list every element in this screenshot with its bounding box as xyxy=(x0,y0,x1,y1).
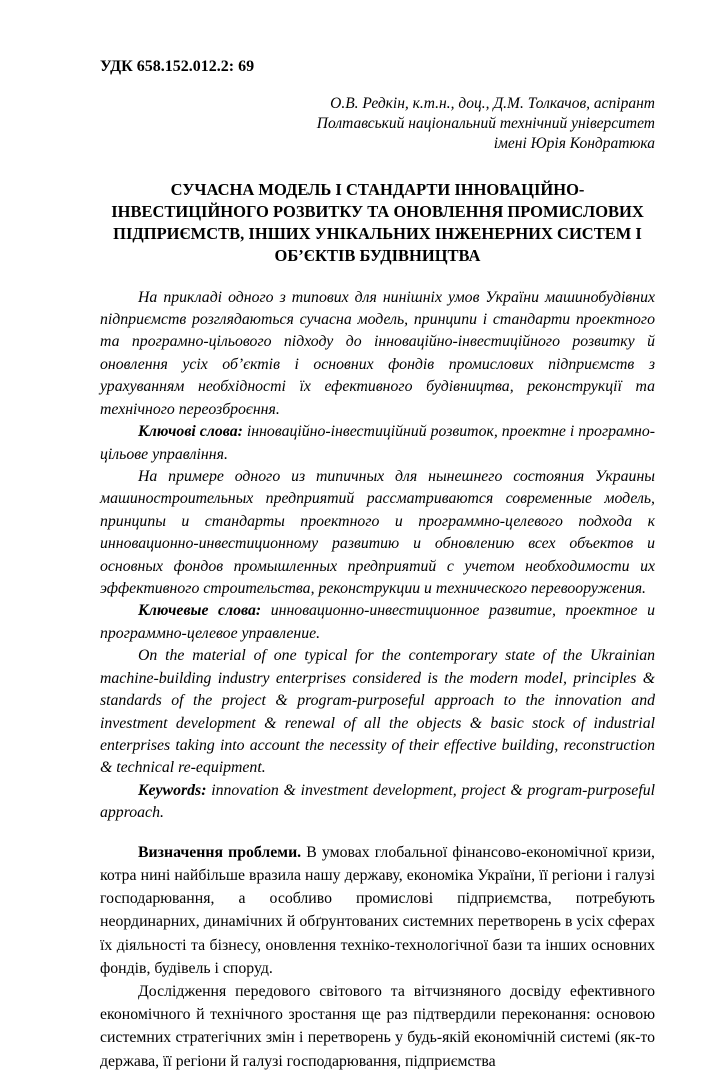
abstract-russian: На примере одного из типичных для нынешнего состояния Украины машиностроительных предприятий рассматриваются современные модель, принципы и стандарты проектного и программно-целевого подхода к инновационно-инвестиционному развитию и обновлению всех объектов и основных фондов промышленных предприятий с учетом необходимости их эффективного строительства, реконструкции и технического перевооружения. xyxy=(100,467,655,598)
affiliation-line-2: імені Юрія Кондратюка xyxy=(493,134,655,152)
author-line: О.В. Редкін, к.т.н., доц., Д.М. Толкачов, аспірант xyxy=(330,95,655,112)
abstract-english: On the material of one typical for the contemporary state of the Ukrainian machine-building industry enterprises considered is the modern model, principles & standards of the project & program-purposeful approach to the innovation and investment development & renewal of all the objects & basic stock of industrial enterprises taking into account the necessity of their effective building, reconstruction & technical re-equipment. xyxy=(100,647,655,777)
udc-number: УДК 658.152.012.2: 69 xyxy=(100,58,255,75)
author-block xyxy=(100,94,655,153)
keywords-russian-label: Ключевые слова: xyxy=(138,602,262,620)
body-paragraph-1-text: В умовах глобальної фінансово-економічної кризи, котра нині найбільше вразила нашу державу, економіка України, її регіони і галузі господарювання, а особливо промислові підприємства, потребують неординарних, динамічних й обґрунтованих системних перетворень в усіх сферах їх діяльності та бізнесу, оновлення техніко-технологічної бази та інших основних фондів, будівель і споруд. xyxy=(100,843,655,977)
keywords-ukrainian-text: інноваційно-інвестиційний розвиток, проектне і програмно-цільове управління. xyxy=(100,423,655,463)
body-paragraph-1 xyxy=(100,841,655,980)
keywords-russian-text: инновационно-инвестиционное развитие, проектное и программно-целевое управление. xyxy=(100,602,655,642)
affiliation-line: Полтавський національний технічний університет xyxy=(316,114,655,132)
keywords-english xyxy=(100,780,655,825)
keywords-russian xyxy=(100,600,655,645)
section-lead-in: Визначення проблеми. xyxy=(138,843,302,861)
keywords-english-label: Keywords: xyxy=(138,781,207,799)
keywords-english-text: innovation & investment development, project & program-purposeful approach. xyxy=(100,781,655,822)
main-text xyxy=(100,841,655,1073)
paper-title: СУЧАСНА МОДЕЛЬ І СТАНДАРТИ ІННОВАЦІЙНО-ІНВЕСТИЦІЙНОГО РОЗВИТКУ ТА ОНОВЛЕННЯ ПРОМИСЛОВИХ ПІДПРИЄМСТВ, ІНШИХ УНІКАЛЬНИХ ІНЖЕНЕРНИХ СИСТЕМ І ОБ’ЄКТІВ БУДІВНИЦТВА xyxy=(111,180,644,265)
keywords-ukrainian-label: Ключові слова: xyxy=(138,423,243,441)
keywords-ukrainian xyxy=(100,421,655,466)
body-paragraph-2: Дослідження передового світового та вітчизняного досвіду ефективного економічного й технічного зростання ще раз підтвердили переконання: основою системних стратегічних змін і перетворень у будь-якій економічній системі (як-то держава, її регіони й галузі господарювання, підприємства xyxy=(100,982,655,1070)
abstract-ukrainian: На прикладі одного з типових для нинішніх умов України машинобудівних підприємств розглядаються сучасна модель, принципи і стандарти проектного та програмно-цільового підходу до інноваційно-інвестиційного розвитку й оновлення усіх об’єктів і основних фондів промислових підприємств з урахуванням необхідності їх ефективного будівництва, реконструкції та технічного переозброєння. xyxy=(100,288,655,418)
